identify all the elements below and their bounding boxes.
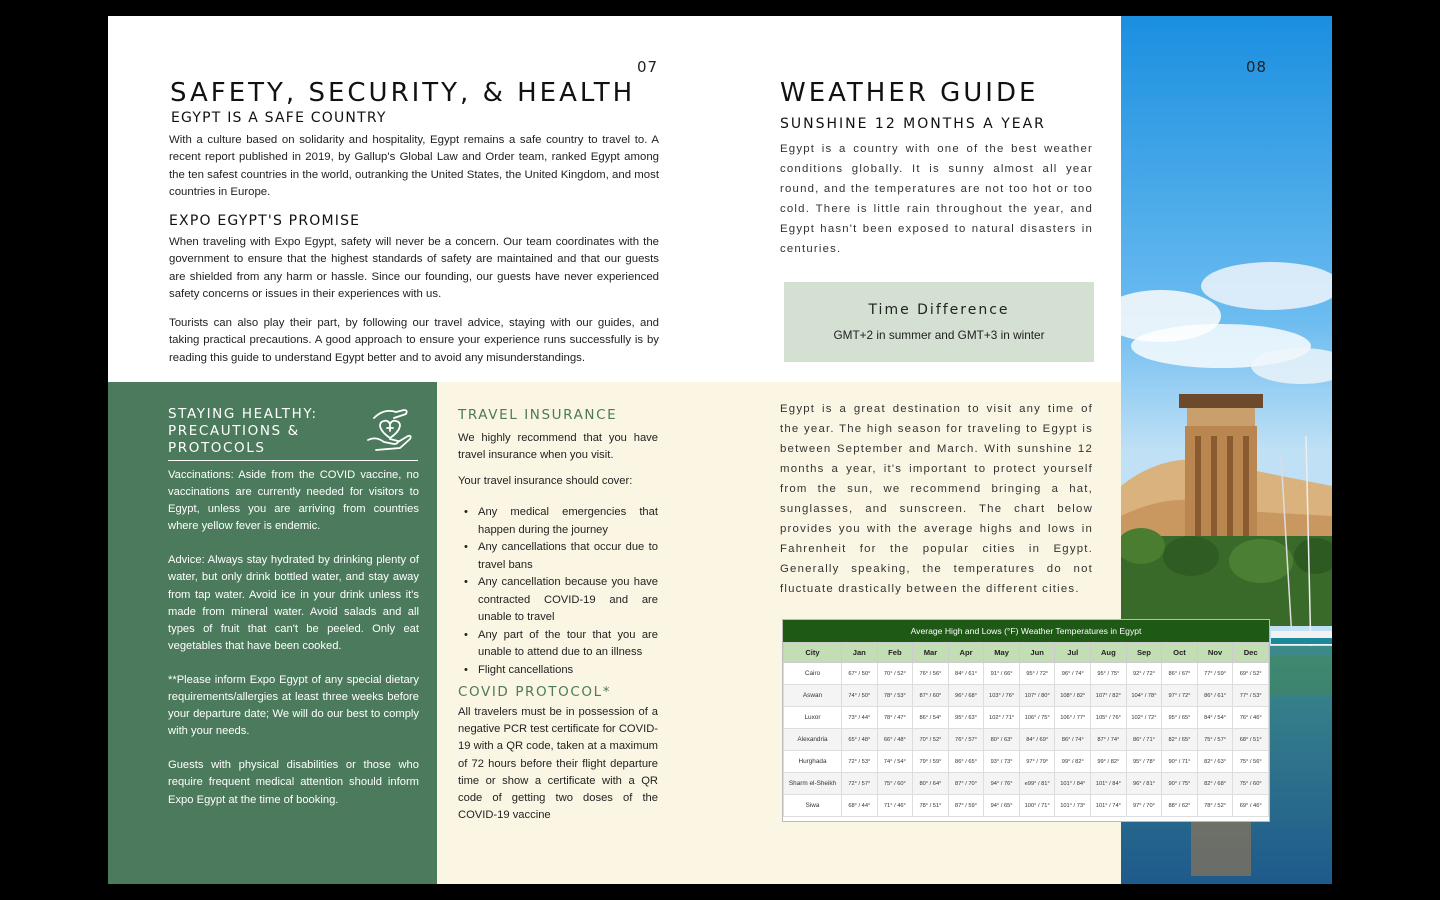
- temperature-cell: 69° / 52°: [1233, 663, 1269, 685]
- city-cell: Aswan: [784, 685, 842, 707]
- promise-paragraph-1: When traveling with Expo Egypt, safety will never be a concern. Our team coordinates with the government to ensure that the highest standards of safety are maintained and that our guests are shielded from any harm or hassle. Since our founding, our guests have never experienced safety concerns or issues in their experiences with us.: [169, 236, 659, 301]
- temperature-cell: 102° / 71°: [984, 707, 1020, 729]
- time-difference-title: Time Difference: [868, 302, 1010, 318]
- temperature-cell: 72° / 57°: [842, 773, 878, 795]
- promise-heading: EXPO EGYPT'S PROMISE: [169, 213, 361, 229]
- title-divider: [168, 460, 418, 461]
- list-item: • Any cancellations that occur due to travel bans: [458, 539, 658, 574]
- temperature-cell: 96° / 81°: [1126, 773, 1162, 795]
- temperature-cell: 97° / 70°: [1126, 795, 1162, 817]
- table-row: [784, 729, 1269, 751]
- column-header: Aug: [1091, 643, 1127, 663]
- insurance-cover-list: [458, 504, 658, 679]
- temperature-cell: 82° / 68°: [1197, 773, 1233, 795]
- column-header: Jan: [842, 643, 878, 663]
- temperature-cell: e99° / 81°: [1019, 773, 1055, 795]
- table-row: [784, 773, 1269, 795]
- page-number-left: 07: [637, 58, 659, 76]
- temperature-cell: 90° / 71°: [1162, 751, 1198, 773]
- temperature-cell: 82° / 63°: [1197, 751, 1233, 773]
- safety-title: SAFETY, SECURITY, & HEALTH: [170, 78, 636, 108]
- temperature-cell: 86° / 74°: [1055, 729, 1091, 751]
- temperature-cell: 87° / 60°: [913, 685, 949, 707]
- column-header: Apr: [948, 643, 984, 663]
- visit-paragraph: Egypt is a great destination to visit any time of the year. The high season for traveling to Egypt is between September and March. With sunshine 12 months a year, it's important to protect yourself from the sun, we recommend bringing a hat, sunglasses, and sunscreen. The chart below provides you with the average highs and lows in Fahrenheit for the popular cities in Egypt. Generally speaking, the temperatures do not fluctuate drastically between the different cities.: [780, 403, 1093, 595]
- temperature-cell: 78° / 51°: [913, 795, 949, 817]
- temperature-cell: 84° / 61°: [948, 663, 984, 685]
- weather-title: WEATHER GUIDE: [780, 78, 1039, 108]
- temperature-cell: 84° / 54°: [1197, 707, 1233, 729]
- covid-protocol-title: COVID PROTOCOL*: [458, 684, 612, 700]
- temperature-cell: 92° / 72°: [1126, 663, 1162, 685]
- column-header: Dec: [1233, 643, 1269, 663]
- temperature-cell: 96° / 68°: [948, 685, 984, 707]
- temperature-cell: 87° / 59°: [948, 795, 984, 817]
- temperature-cell: 75° / 57°: [1197, 729, 1233, 751]
- city-cell: Cairo: [784, 663, 842, 685]
- weather-intro: Egypt is a country with one of the best weather conditions globally. It is sunny almost all year round, and the temperatures are not too hot or too cold. There is little rain throughout the year, and Egypt hasn't been exposed to natural disasters in centuries.: [780, 143, 1093, 255]
- table-row: [784, 707, 1269, 729]
- temperature-cell: 76° / 46°: [1233, 707, 1269, 729]
- temperature-table: [783, 642, 1269, 817]
- temperature-cell: 75° / 60°: [877, 773, 913, 795]
- temperature-cell: 73° / 44°: [842, 707, 878, 729]
- temperature-cell: 76° / 56°: [913, 663, 949, 685]
- temperature-cell: 80° / 63°: [984, 729, 1020, 751]
- temperature-cell: 86° / 54°: [913, 707, 949, 729]
- temperature-cell: 95° / 75°: [1091, 663, 1127, 685]
- temperature-cell: 86° / 61°: [1197, 685, 1233, 707]
- temperature-cell: 90° / 75°: [1162, 773, 1198, 795]
- insurance-paragraph-1: We highly recommend that you have travel insurance when you visit.: [458, 432, 658, 462]
- temperature-cell: 95° / 72°: [1019, 663, 1055, 685]
- temperature-cell: 86° / 71°: [1126, 729, 1162, 751]
- temperature-cell: 88° / 62°: [1162, 795, 1198, 817]
- table-row: [784, 685, 1269, 707]
- temperature-cell: 66° / 48°: [877, 729, 913, 751]
- temperature-cell: 76° / 57°: [948, 729, 984, 751]
- table-row: [784, 751, 1269, 773]
- temperature-cell: 95° / 78°: [1126, 751, 1162, 773]
- temperature-cell: 69° / 46°: [1233, 795, 1269, 817]
- vaccinations-paragraph: Vaccinations: Aside from the COVID vaccine, no vaccinations are currently needed for visitors to Egypt, unless you are arriving from countries where yellow fever is endemic.: [168, 469, 419, 533]
- temperature-cell: 102° / 72°: [1126, 707, 1162, 729]
- temperature-cell: 108° / 82°: [1055, 685, 1091, 707]
- temperature-cell: 105° / 76°: [1091, 707, 1127, 729]
- temperature-cell: 82° / 65°: [1162, 729, 1198, 751]
- city-cell: Alexandria: [784, 729, 842, 751]
- temperature-cell: 99° / 82°: [1055, 751, 1091, 773]
- temperature-cell: 96° / 74°: [1055, 663, 1091, 685]
- temperature-cell: 106° / 75°: [1019, 707, 1055, 729]
- time-difference-text: GMT+2 in summer and GMT+3 in winter: [833, 328, 1045, 342]
- temperature-cell: 87° / 70°: [948, 773, 984, 795]
- temperature-cell: 101° / 74°: [1091, 795, 1127, 817]
- temperature-cell: 65° / 48°: [842, 729, 878, 751]
- temperature-cell: 78° / 47°: [877, 707, 913, 729]
- temperature-cell: 97° / 72°: [1162, 685, 1198, 707]
- table-header-row: [784, 643, 1269, 663]
- temperature-cell: 78° / 53°: [877, 685, 913, 707]
- temperature-cell: 94° / 65°: [984, 795, 1020, 817]
- temperature-cell: 86° / 65°: [948, 751, 984, 773]
- travel-insurance-title: TRAVEL INSURANCE: [458, 407, 618, 423]
- temperature-cell: 75° / 60°: [1233, 773, 1269, 795]
- temperature-cell: 104° / 78°: [1126, 685, 1162, 707]
- list-item: • Any medical emergencies that happen during the journey: [458, 504, 658, 539]
- safety-intro: With a culture based on solidarity and hospitality, Egypt remains a safe country to travel to. A recent report published in 2019, by Gallup's Global Law and Order team, ranked Egypt among the ten safest countries in the world, outranking the United States, the United Kingdom, and most countries in Europe.: [169, 134, 659, 199]
- column-header: Jul: [1055, 643, 1091, 663]
- temperature-cell: 74° / 54°: [877, 751, 913, 773]
- column-header: Jun: [1019, 643, 1055, 663]
- temperature-cell: 80° / 64°: [913, 773, 949, 795]
- promise-paragraph-2: Tourists can also play their part, by following our travel advice, staying with our guides, and taking practical precautions. A good approach to ensure your experience runs successfully is by reading this guide to understand Egypt better and to avoid any misunderstandings.: [169, 317, 659, 364]
- column-header: Feb: [877, 643, 913, 663]
- temperature-cell: 101° / 84°: [1091, 773, 1127, 795]
- column-header: Oct: [1162, 643, 1198, 663]
- column-header: Sep: [1126, 643, 1162, 663]
- temperature-cell: 68° / 51°: [1233, 729, 1269, 751]
- list-item: • Any cancellation because you have contracted COVID-19 and are unable to travel: [458, 574, 658, 627]
- temperature-cell: 106° / 77°: [1055, 707, 1091, 729]
- table-row: [784, 795, 1269, 817]
- temperature-cell: 87° / 74°: [1091, 729, 1127, 751]
- covid-protocol-text: All travelers must be in possession of a negative PCR test certificate for COVID-19 with a QR code, taken at a maximum of 72 hours before their flight departure time or show a certificate with a QR code of getting two doses of the COVID-19 vaccine: [458, 706, 658, 822]
- insurance-paragraph-2: Your travel insurance should cover:: [458, 475, 633, 487]
- time-difference-box: [784, 282, 1094, 362]
- temperature-cell: 71° / 46°: [877, 795, 913, 817]
- temperature-cell: 107° / 80°: [1019, 685, 1055, 707]
- temperature-cell: 84° / 69°: [1019, 729, 1055, 751]
- list-item: • Flight cancellations: [458, 662, 658, 680]
- city-cell: Sharm el-Sheikh: [784, 773, 842, 795]
- temperature-cell: 101° / 73°: [1055, 795, 1091, 817]
- temperature-cell: 91° / 66°: [984, 663, 1020, 685]
- temperature-cell: 77° / 59°: [1197, 663, 1233, 685]
- weather-table: [782, 619, 1270, 822]
- column-header: Mar: [913, 643, 949, 663]
- temperature-cell: 75° / 56°: [1233, 751, 1269, 773]
- temperature-cell: 94° / 76°: [984, 773, 1020, 795]
- table-body: [784, 663, 1269, 817]
- temperature-cell: 93° / 73°: [984, 751, 1020, 773]
- page-number-right: 08: [1246, 58, 1268, 76]
- dietary-paragraph: **Please inform Expo Egypt of any special dietary requirements/allergies at least three weeks before your departure date; We will do our best to comply with your needs.: [168, 673, 419, 738]
- weather-subtitle: SUNSHINE 12 MONTHS A YEAR: [780, 116, 1046, 132]
- staying-healthy-title: STAYING HEALTHY: PRECAUTIONS & PROTOCOLS: [168, 406, 318, 456]
- table-row: [784, 663, 1269, 685]
- temperature-cell: 67° / 50°: [842, 663, 878, 685]
- temperature-cell: 95° / 65°: [1162, 707, 1198, 729]
- column-header: May: [984, 643, 1020, 663]
- temperature-cell: 78° / 52°: [1197, 795, 1233, 817]
- temperature-cell: 103° / 76°: [984, 685, 1020, 707]
- staying-healthy-panel: [108, 382, 437, 884]
- temperature-cell: 97° / 79°: [1019, 751, 1055, 773]
- heart-hand-icon: [364, 404, 416, 454]
- temperature-cell: 70° / 52°: [913, 729, 949, 751]
- city-cell: Luxor: [784, 707, 842, 729]
- column-header: City: [784, 643, 842, 663]
- column-header: Nov: [1197, 643, 1233, 663]
- safety-subtitle: EGYPT IS A SAFE COUNTRY: [171, 110, 387, 126]
- temperature-cell: 101° / 84°: [1055, 773, 1091, 795]
- temperature-cell: 86° / 67°: [1162, 663, 1198, 685]
- staying-healthy-body: [168, 467, 419, 826]
- temperature-cell: 100° / 71°: [1019, 795, 1055, 817]
- list-item: • Any part of the tour that you are unable to attend due to an illness: [458, 627, 658, 662]
- brochure-spread: [108, 16, 1332, 884]
- temperature-cell: 107° / 82°: [1091, 685, 1127, 707]
- temperature-cell: 79° / 59°: [913, 751, 949, 773]
- temperature-cell: 74° / 50°: [842, 685, 878, 707]
- temperature-cell: 99° / 82°: [1091, 751, 1127, 773]
- advice-paragraph: Advice: Always stay hydrated by drinking plenty of water, but only drink bottled water, and stay away from tap water. Avoid ice in your drink unless it's made from mineral water. Avoid salads and all types of fruit that can't be peeled. Only eat vegetables that have been cooked.: [168, 554, 419, 652]
- temperature-cell: 77° / 53°: [1233, 685, 1269, 707]
- table-title: Average High and Lows (°F) Weather Temperatures in Egypt: [783, 620, 1269, 642]
- temperature-cell: 70° / 52°: [877, 663, 913, 685]
- temperature-cell: 95° / 63°: [948, 707, 984, 729]
- city-cell: Siwa: [784, 795, 842, 817]
- temperature-cell: 68° / 44°: [842, 795, 878, 817]
- city-cell: Hurghada: [784, 751, 842, 773]
- temperature-cell: 72° / 53°: [842, 751, 878, 773]
- disabilities-paragraph: Guests with physical disabilities or those who require frequent medical attention should inform Expo Egypt at the time of booking.: [168, 759, 419, 806]
